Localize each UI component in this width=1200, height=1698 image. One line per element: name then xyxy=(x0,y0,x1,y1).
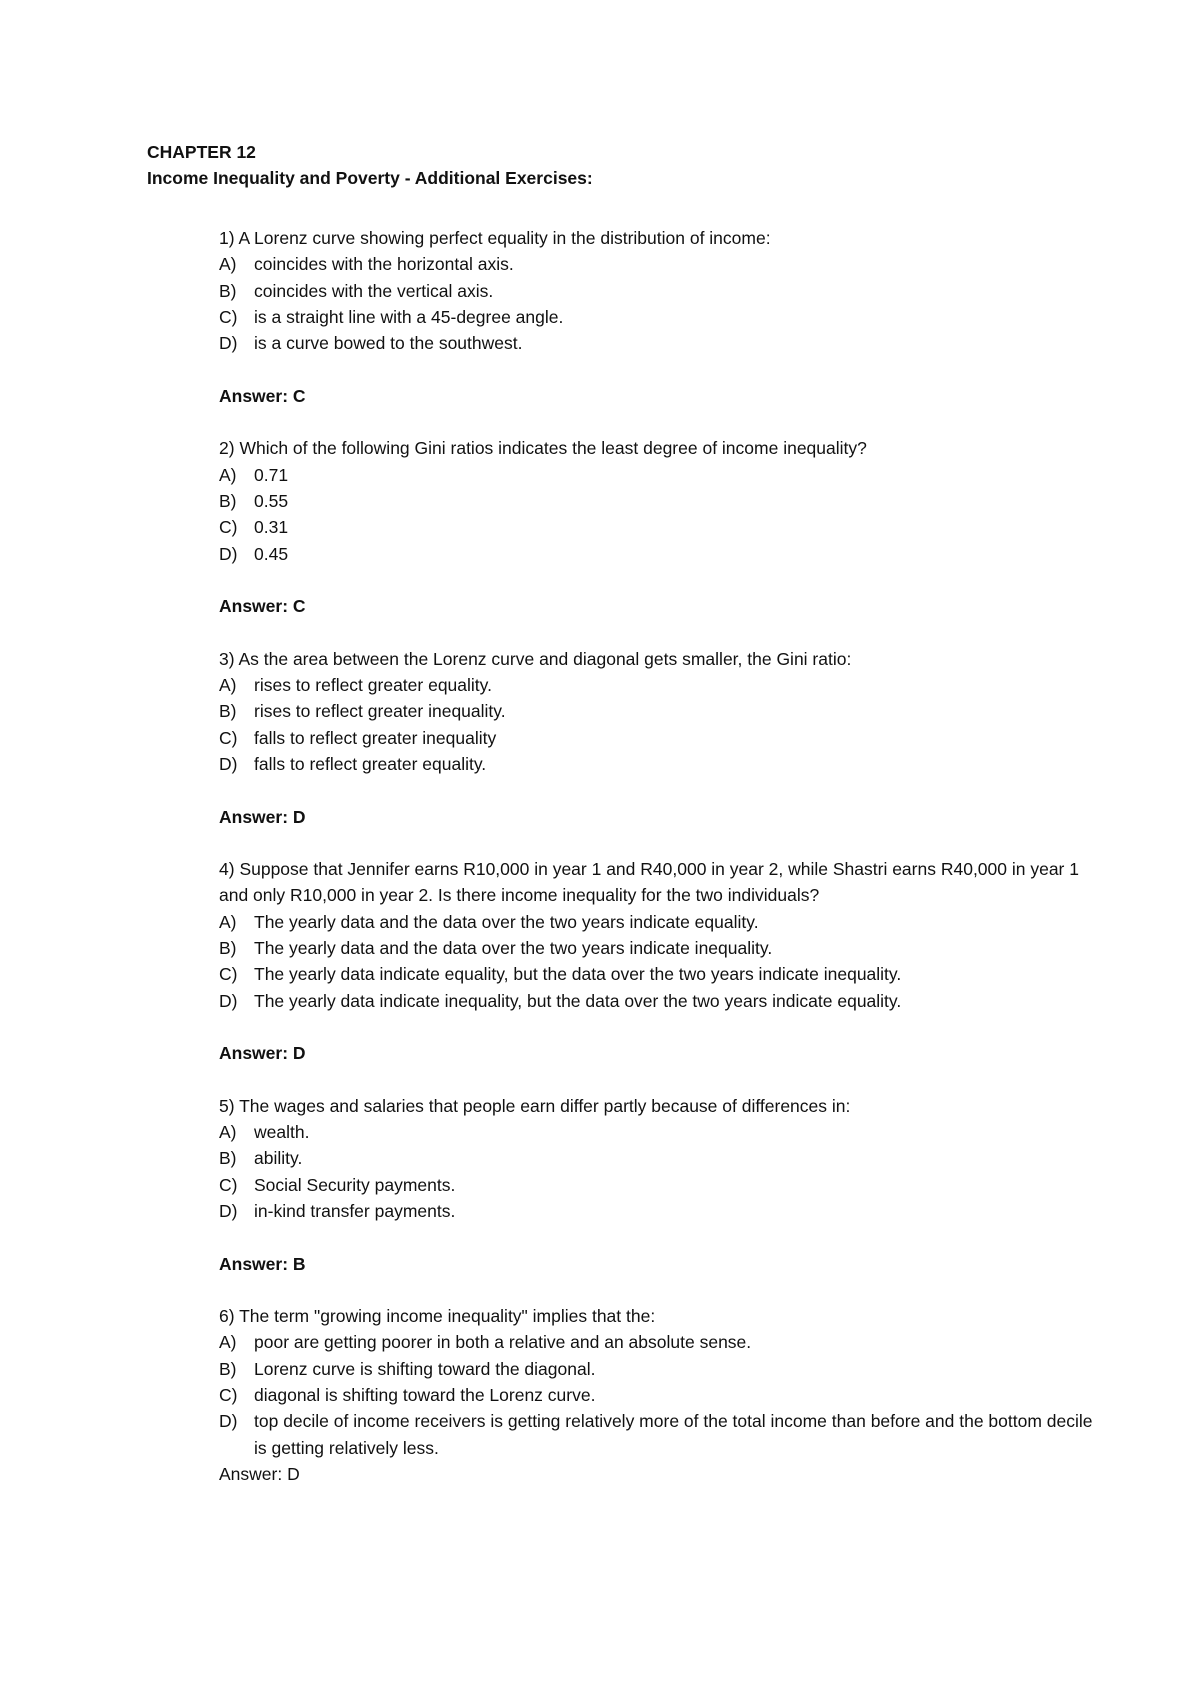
question-text: The wages and salaries that people earn differ partly because of differences in: xyxy=(239,1095,851,1116)
option-letter: C) xyxy=(219,727,238,748)
option-letter: B) xyxy=(219,1358,237,1379)
option-text: poor are getting poorer in both a relative and an absolute sense. xyxy=(254,1332,752,1353)
answer-option xyxy=(219,304,1099,330)
option-text: Lorenz curve is shifting toward the diagonal. xyxy=(254,1358,596,1379)
answer-option xyxy=(219,278,1099,304)
answer-option xyxy=(219,462,1099,488)
question-number: 2) xyxy=(219,438,235,459)
answer-key: Answer: D xyxy=(219,1043,306,1064)
question-stem xyxy=(219,225,1099,251)
answer-option xyxy=(219,961,1099,987)
questions-list xyxy=(219,225,1099,1487)
answer-option xyxy=(219,1172,1099,1198)
question-block xyxy=(219,1303,1099,1487)
option-letter: B) xyxy=(219,490,237,511)
option-text: 0.45 xyxy=(254,543,289,564)
question-stem xyxy=(219,1303,1099,1329)
answer-key: Answer: D xyxy=(219,806,306,827)
answer-option xyxy=(219,1329,1099,1355)
answer-option xyxy=(219,1119,1099,1145)
option-text: falls to reflect greater inequality xyxy=(254,727,497,748)
option-text: falls to reflect greater equality. xyxy=(254,753,487,774)
answer-option xyxy=(219,909,1099,935)
option-letter: A) xyxy=(219,911,237,932)
option-letter: B) xyxy=(219,938,237,959)
option-text: The yearly data and the data over the two years indicate equality. xyxy=(254,911,759,932)
answer-option xyxy=(219,698,1099,724)
option-text: 0.31 xyxy=(254,517,289,538)
question-text: Which of the following Gini ratios indicates the least degree of income inequality? xyxy=(239,438,867,459)
answer-option xyxy=(219,1382,1099,1408)
option-text: 0.55 xyxy=(254,490,289,511)
question-number: 5) xyxy=(219,1095,235,1116)
question-number: 4) xyxy=(219,859,235,880)
question-text: As the area between the Lorenz curve and diagonal gets smaller, the Gini ratio: xyxy=(238,648,852,669)
option-letter: A) xyxy=(219,464,237,485)
option-text: is a straight line with a 45-degree angle. xyxy=(254,306,564,327)
option-text: 0.71 xyxy=(254,464,289,485)
answer-option xyxy=(219,1145,1099,1171)
option-letter: D) xyxy=(219,543,238,564)
option-text: in-kind transfer payments. xyxy=(254,1200,456,1221)
question-stem xyxy=(219,435,1099,461)
question-text: A Lorenz curve showing perfect equality in the distribution of income: xyxy=(238,228,771,248)
option-text: wealth. xyxy=(254,1122,310,1143)
option-letter: D) xyxy=(219,753,238,774)
chapter-heading: CHAPTER 12 xyxy=(147,142,256,162)
option-text: coincides with the horizontal axis. xyxy=(254,254,514,275)
question-stem xyxy=(219,1093,1099,1119)
option-letter: C) xyxy=(219,306,238,327)
answer-option xyxy=(219,488,1099,514)
option-letter: C) xyxy=(219,517,238,538)
answer-option xyxy=(219,1408,1099,1461)
option-letter: A) xyxy=(219,675,237,696)
question-block xyxy=(219,856,1099,1093)
answer-option xyxy=(219,935,1099,961)
option-text: is a curve bowed to the southwest. xyxy=(254,333,523,354)
option-text: coincides with the vertical axis. xyxy=(254,280,494,301)
option-letter: A) xyxy=(219,1122,237,1143)
answer-option xyxy=(219,988,1099,1014)
option-letter: B) xyxy=(219,280,237,301)
option-text: rises to reflect greater equality. xyxy=(254,675,492,696)
option-letter: D) xyxy=(219,333,238,354)
answer-option xyxy=(219,514,1099,540)
answer-option xyxy=(219,1356,1099,1382)
option-text: The yearly data indicate equality, but the data over the two years indicate inequality. xyxy=(254,964,902,985)
answer-key: Answer: C xyxy=(219,596,306,617)
option-letter: B) xyxy=(219,701,237,722)
question-block xyxy=(219,646,1099,856)
option-letter: D) xyxy=(219,1411,238,1432)
option-letter: D) xyxy=(219,990,238,1011)
question-block xyxy=(219,435,1099,645)
question-number: 3) xyxy=(219,648,235,669)
option-letter: C) xyxy=(219,1385,238,1406)
question-block xyxy=(219,1093,1099,1303)
question-text: The term "growing income inequality" implies that the: xyxy=(239,1306,656,1327)
option-text: diagonal is shifting toward the Lorenz curve. xyxy=(254,1385,596,1406)
option-letter: A) xyxy=(219,254,237,275)
option-text: The yearly data and the data over the two years indicate inequality. xyxy=(254,938,773,959)
option-letter: A) xyxy=(219,1332,237,1353)
answer-option xyxy=(219,541,1099,567)
option-text: top decile of income receivers is getting relatively more of the total income than before and the bottom decile is getting relatively less. xyxy=(254,1411,1093,1458)
answer-key: Answer: B xyxy=(219,1253,306,1274)
answer-option xyxy=(219,672,1099,698)
answer-key: Answer: C xyxy=(219,385,306,406)
option-letter: C) xyxy=(219,1174,238,1195)
question-number: 1) xyxy=(219,228,235,248)
question-stem xyxy=(219,646,1099,672)
option-text: ability. xyxy=(254,1148,303,1169)
option-text: The yearly data indicate inequality, but the data over the two years indicate equality. xyxy=(254,990,902,1011)
question-number: 6) xyxy=(219,1306,235,1327)
option-text: Social Security payments. xyxy=(254,1174,456,1195)
option-text: rises to reflect greater inequality. xyxy=(254,701,506,722)
option-letter: D) xyxy=(219,1200,238,1221)
question-block xyxy=(219,225,1099,435)
answer-option xyxy=(219,1198,1099,1224)
document-title: Income Inequality and Poverty - Additional Exercises: xyxy=(147,168,593,188)
option-letter: C) xyxy=(219,964,238,985)
answer-option xyxy=(219,751,1099,777)
answer-option xyxy=(219,725,1099,751)
answer-key: Answer: D xyxy=(219,1463,300,1484)
answer-option xyxy=(219,330,1099,356)
answer-option xyxy=(219,251,1099,277)
question-stem xyxy=(219,856,1099,909)
option-letter: B) xyxy=(219,1148,237,1169)
question-text: Suppose that Jennifer earns R10,000 in year 1 and R40,000 in year 2, while Shastri earns R40,000 in year 1 and only R10,000 in year 2. Is there income inequality for the two individuals? xyxy=(219,859,1079,906)
